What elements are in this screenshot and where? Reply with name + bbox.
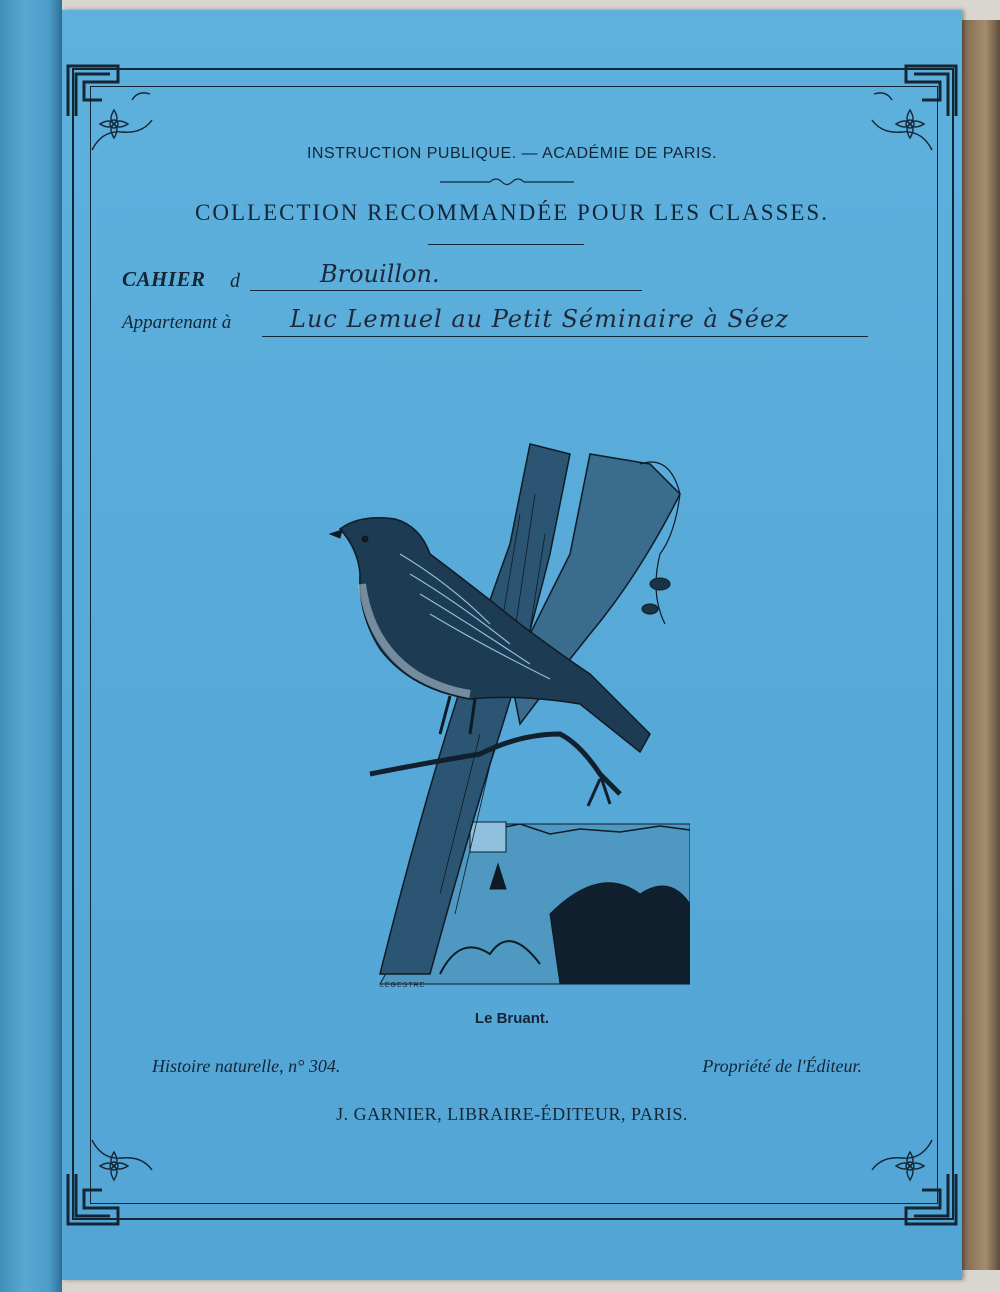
bird-engraving-icon: [320, 434, 690, 994]
owner-label: Appartenant à: [122, 312, 232, 333]
cahier-label: CAHIER: [122, 267, 206, 291]
flourish-divider-icon: [440, 176, 574, 188]
cahier-handwritten-value: Brouillon.: [320, 260, 440, 288]
illustration-caption: Le Bruant.: [474, 1010, 550, 1027]
owner-handwritten-value: Luc Lemuel au Petit Séminaire à Séez: [290, 305, 789, 333]
series-note: Histoire naturelle, n° 304.: [152, 1056, 341, 1076]
institution-header: INSTRUCTION PUBLIQUE. — ACADÉMIE DE PARIS.: [306, 145, 718, 162]
cahier-suffix: d: [230, 270, 240, 292]
notebook-cover: [62, 10, 962, 1280]
owner-underline: [262, 336, 868, 337]
corner-ornament-icon: [62, 1120, 162, 1230]
engraver-signature: LEGESTRE: [380, 982, 426, 989]
title-rule: [428, 244, 584, 245]
cahier-underline: [250, 290, 642, 291]
rights-note: Propriété de l'Éditeur.: [702, 1056, 862, 1076]
collection-title: COLLECTION RECOMMANDÉE POUR LES CLASSES.: [195, 200, 829, 225]
publisher-line: J. GARNIER, LIBRAIRE-ÉDITEUR, PARIS.: [336, 1104, 688, 1124]
notebook-spine: [0, 0, 62, 1292]
corner-ornament-icon: [862, 1120, 962, 1230]
